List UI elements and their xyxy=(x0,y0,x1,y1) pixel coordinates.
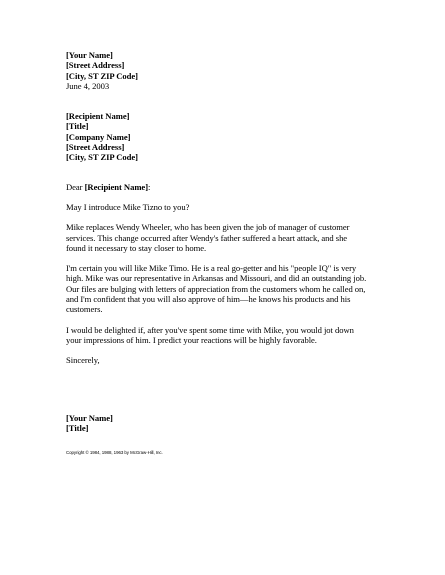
paragraph-line: May I introduce Mike Tizno to you? xyxy=(66,201,190,212)
paragraph-line: high. Mike was our representative in Arkansas and Missouri, and did an outstanding job. xyxy=(66,273,367,284)
recipient-company: [Company Name] xyxy=(66,131,131,142)
salutation-suffix: : xyxy=(148,181,151,192)
paragraph-line: I'm certain you will like Mike Timo. He is a real go-getter and his "people IQ" is very xyxy=(66,263,357,274)
copyright-notice: Copyright © 1984, 1988, 1963 by McGraw-Hill, Inc. xyxy=(66,450,163,456)
sender-name: [Your Name] xyxy=(66,50,113,60)
paragraph-line: found it necessary to stay closer to home. xyxy=(66,242,207,253)
letter-body xyxy=(66,50,396,456)
signature-name: [Your Name] xyxy=(66,412,113,423)
paragraph-1 xyxy=(66,202,396,212)
paragraph-line: Mike replaces Wendy Wheeler, who has been given the job of manager of customer xyxy=(66,222,350,233)
recipient-city: [City, ST ZIP Code] xyxy=(66,152,138,163)
closing: Sincerely, xyxy=(66,355,100,366)
recipient-block xyxy=(66,111,396,162)
signature-title: [Title] xyxy=(66,422,89,433)
recipient-title: [Title] xyxy=(66,121,89,132)
sender-block xyxy=(66,50,396,91)
sender-city: [City, ST ZIP Code] xyxy=(66,70,138,81)
paragraph-line: customers. xyxy=(66,304,103,315)
paragraph-line: I would be delighted if, after you've spent some time with Mike, you would jot down xyxy=(66,324,354,335)
paragraph-line: your impressions of him. I predict your reactions will be highly favorable. xyxy=(66,334,317,345)
paragraph-line: and I'm confident that you will also approve of him—he knows his products and his xyxy=(66,294,351,305)
paragraph-line: services. This change occurred after Wendy's father suffered a heart attack, and she xyxy=(66,232,348,243)
signature-block xyxy=(66,413,396,434)
letter-date: June 4, 2003 xyxy=(66,80,110,91)
paragraph-line: Our files are bulging with letters of appreciation from the customers whom he called on, xyxy=(66,283,366,294)
recipient-name: [Recipient Name] xyxy=(66,111,130,122)
salutation-prefix: Dear xyxy=(66,181,85,192)
recipient-street: [Street Address] xyxy=(66,142,125,153)
paragraph-3 xyxy=(66,263,396,314)
salutation xyxy=(66,182,396,192)
paragraph-2 xyxy=(66,222,396,253)
paragraph-4 xyxy=(66,325,396,346)
salutation-name: [Recipient Name] xyxy=(84,181,149,192)
sender-street: [Street Address] xyxy=(66,60,125,71)
